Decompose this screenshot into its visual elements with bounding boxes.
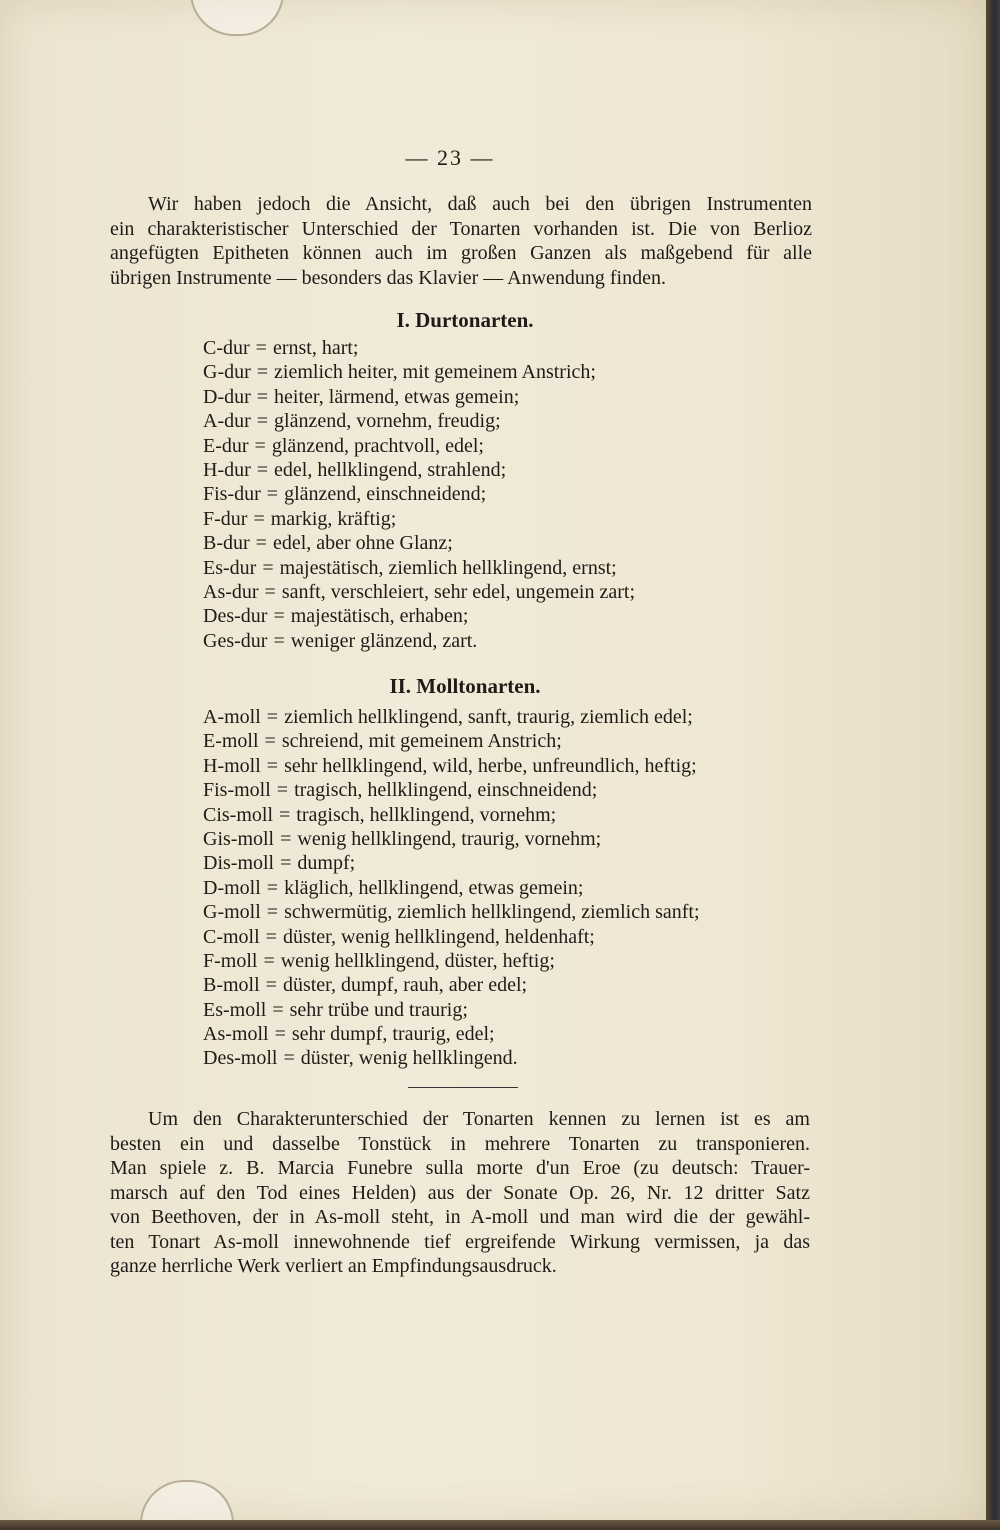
key-entry: [203, 580, 635, 604]
key-description: düster, wenig hellklingend, heldenhaft;: [282, 925, 595, 948]
separator-rule: [408, 1087, 518, 1088]
key-description: tragisch, hellklingend, vornehm;: [296, 803, 557, 826]
closing-line: besten ein und dasselbe Tonstück in mehrere Tonarten zu transponieren.: [110, 1132, 810, 1155]
key-name: G-dur: [203, 361, 251, 384]
equals-sign: =: [276, 779, 289, 802]
closing-paragraph: [110, 1107, 810, 1279]
key-entry: [203, 949, 700, 973]
key-entry: [203, 482, 635, 506]
key-description: ernst, hart;: [272, 337, 359, 359]
key-name: As-moll: [203, 1023, 269, 1046]
key-name: As-dur: [203, 580, 259, 603]
equals-sign: =: [256, 410, 269, 433]
closing-line: von Beethoven, der in As-moll steht, in A-moll und man wird die der gewähl-: [110, 1206, 810, 1228]
page-number: — 23 —: [405, 145, 495, 170]
key-entry: [203, 900, 700, 924]
key-name: A-dur: [203, 410, 251, 433]
equals-sign: =: [266, 876, 279, 899]
key-entry: [203, 531, 635, 555]
equals-sign: =: [253, 507, 265, 530]
key-description: edel, hellklingend, strahlend;: [274, 458, 507, 481]
equals-sign: =: [256, 385, 269, 408]
intro-line: Wir haben jedoch die Ansicht, daß auch bei den übrigen Instrumenten: [148, 193, 812, 215]
equals-sign: =: [280, 852, 292, 875]
equals-sign: =: [264, 730, 276, 753]
key-name: Dis-moll: [203, 852, 275, 875]
key-description: markig, kräftig;: [270, 507, 397, 530]
key-entry: [203, 778, 700, 802]
minor-keys-list: [203, 705, 700, 1071]
key-name: C-dur: [203, 337, 250, 359]
key-description: glänzend, prachtvoll, edel;: [271, 434, 484, 457]
equals-sign: =: [256, 361, 269, 384]
equals-sign: =: [265, 974, 277, 997]
key-entry: [203, 876, 700, 900]
key-name: F-moll: [203, 949, 258, 972]
key-name: D-dur: [203, 385, 251, 408]
closing-line: ten Tonart As-moll innewohnende tief ergreifende Wirkung vermissen, ja das: [110, 1230, 810, 1253]
key-description: weniger glänzend, zart.: [290, 629, 478, 652]
key-entry: [203, 336, 635, 360]
intro-line: übrigen Instrumente — besonders das Klavier — Anwendung finden.: [110, 266, 666, 289]
key-name: B-moll: [203, 974, 260, 997]
key-name: Es-moll: [203, 998, 267, 1021]
key-name: F-dur: [203, 507, 248, 530]
equals-sign: =: [264, 580, 276, 603]
key-name: D-moll: [203, 876, 261, 899]
key-name: G-moll: [203, 901, 261, 924]
closing-line: Um den Charakterunterschied der Tonarten kennen zu lernen ist es am: [148, 1108, 810, 1130]
key-description: düster, wenig hellklingend.: [300, 1047, 518, 1070]
intro-line: ein charakteristischer Unterschied der Tonarten vorhanden ist. Die von Berlioz: [110, 217, 812, 240]
key-entry: [203, 360, 635, 384]
key-name: A-moll: [203, 706, 261, 728]
key-name: B-dur: [203, 532, 250, 555]
key-entry: [203, 705, 700, 729]
equals-sign: =: [274, 1023, 286, 1046]
key-description: kläglich, hellklingend, etwas gemein;: [284, 876, 584, 899]
photo-corner-top: [190, 0, 284, 36]
key-entry: [203, 458, 635, 482]
closing-line: marsch auf den Tod eines Helden) aus der Sonate Op. 26, Nr. 12 dritter Satz: [110, 1181, 810, 1204]
key-name: E-dur: [203, 434, 249, 457]
key-entry: [203, 385, 635, 409]
section-heading-minor: II. Molltonarten.: [389, 674, 541, 698]
key-description: edel, aber ohne Glanz;: [272, 532, 453, 555]
key-description: schwermütig, ziemlich hellklingend, ziemlich sanft;: [284, 901, 700, 924]
key-description: sehr trübe und traurig;: [289, 998, 468, 1021]
equals-sign: =: [266, 483, 279, 506]
key-entry: [203, 803, 700, 827]
equals-sign: =: [263, 949, 275, 972]
key-entry: [203, 1046, 700, 1070]
key-description: sehr dumpf, traurig, edel;: [291, 1023, 495, 1046]
equals-sign: =: [262, 556, 274, 579]
closing-line: ganze herrliche Werk verliert an Empfindungsausdruck.: [110, 1255, 557, 1277]
intro-line: angefügten Epitheten können auch im großen Ganzen als maßgebend für alle: [110, 242, 812, 264]
key-description: ziemlich heiter, mit gemeinem Anstrich;: [274, 361, 596, 384]
equals-sign: =: [266, 754, 279, 777]
key-entry: [203, 729, 700, 753]
key-entry: [203, 556, 635, 580]
equals-sign: =: [255, 337, 267, 359]
key-entry: [203, 998, 700, 1022]
key-description: wenig hellklingend, düster, heftig;: [280, 949, 555, 972]
key-entry: [203, 1022, 700, 1046]
equals-sign: =: [283, 1047, 295, 1070]
key-name: Fis-dur: [203, 483, 261, 506]
key-entry: [203, 851, 700, 875]
key-description: majestätisch, ziemlich hellklingend, ernst;: [279, 556, 617, 579]
equals-sign: =: [265, 925, 277, 948]
key-description: heiter, lärmend, etwas gemein;: [274, 385, 520, 408]
key-name: Des-dur: [203, 605, 268, 628]
key-entry: [203, 827, 700, 851]
key-name: H-moll: [203, 754, 261, 777]
key-name: E-moll: [203, 730, 259, 753]
key-entry: [203, 629, 635, 653]
key-entry: [203, 604, 635, 628]
key-name: Fis-moll: [203, 779, 271, 802]
key-entry: [203, 409, 635, 433]
equals-sign: =: [266, 901, 279, 924]
equals-sign: =: [273, 629, 285, 652]
equals-sign: =: [272, 998, 284, 1021]
key-name: Gis-moll: [203, 827, 275, 850]
equals-sign: =: [279, 803, 291, 826]
key-description: schreiend, mit gemeinem Anstrich;: [281, 730, 562, 753]
key-entry: [203, 973, 700, 997]
major-keys-list: [203, 336, 635, 653]
key-entry: [203, 434, 635, 458]
equals-sign: =: [273, 605, 285, 628]
equals-sign: =: [254, 434, 266, 457]
key-entry: [203, 507, 635, 531]
key-description: sanft, verschleiert, sehr edel, ungemein zart;: [281, 580, 636, 603]
closing-line: Man spiele z. B. Marcia Funebre sulla morte d'un Eroe (zu deutsch: Trauer-: [110, 1157, 810, 1179]
key-description: glänzend, einschneidend;: [284, 483, 487, 506]
key-description: majestätisch, erhaben;: [290, 605, 469, 628]
key-name: Ges-dur: [203, 629, 268, 652]
key-description: glänzend, vornehm, freudig;: [274, 410, 501, 433]
section-heading-major: I. Durtonarten.: [396, 308, 534, 332]
equals-sign: =: [255, 532, 267, 555]
key-name: Cis-moll: [203, 803, 274, 826]
photo-corner-bottom: [140, 1480, 234, 1524]
key-entry: [203, 925, 700, 949]
book-binding: [986, 0, 1000, 1530]
key-description: wenig hellklingend, traurig, vornehm;: [297, 827, 602, 850]
key-entry: [203, 754, 700, 778]
equals-sign: =: [266, 706, 279, 728]
key-name: Des-moll: [203, 1047, 278, 1070]
key-description: ziemlich hellklingend, sanft, traurig, ziemlich edel;: [284, 706, 693, 728]
key-name: Es-dur: [203, 556, 257, 579]
key-description: sehr hellklingend, wild, herbe, unfreundlich, heftig;: [284, 754, 697, 777]
key-name: C-moll: [203, 925, 260, 948]
key-name: H-dur: [203, 458, 251, 481]
equals-sign: =: [280, 827, 292, 850]
intro-paragraph: [110, 192, 812, 290]
page-bottom-edge: [0, 1520, 1000, 1530]
key-description: düster, dumpf, rauh, aber edel;: [282, 974, 528, 997]
key-description: tragisch, hellklingend, einschneidend;: [294, 779, 598, 802]
key-description: dumpf;: [297, 852, 356, 875]
equals-sign: =: [256, 458, 269, 481]
